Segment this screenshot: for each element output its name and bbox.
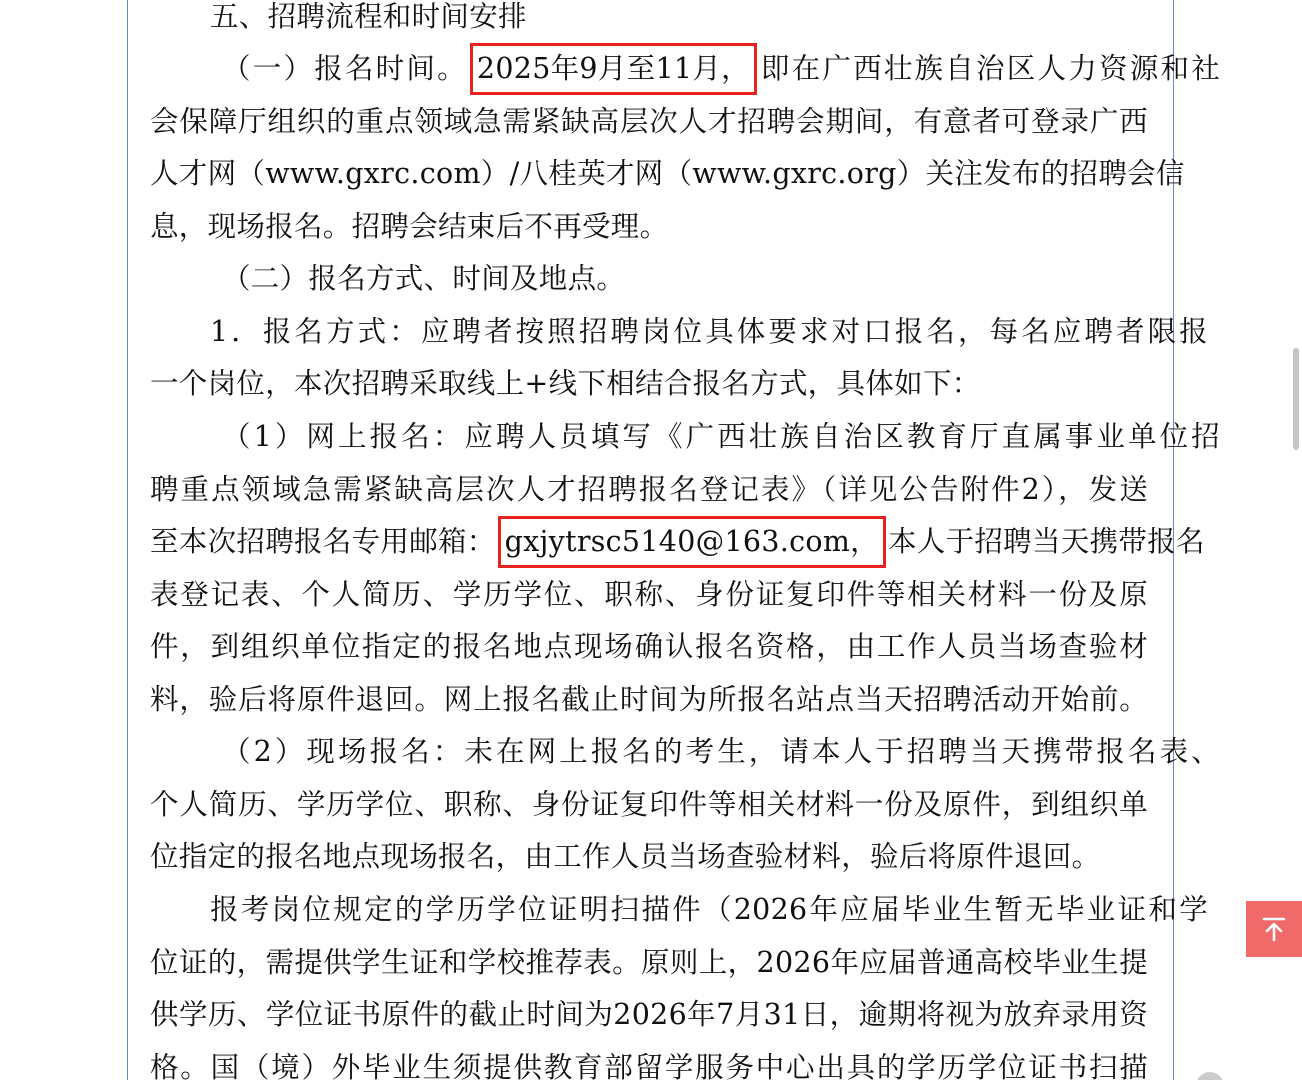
doc-line: 报考岗位规定的学历学位证明扫描件（2026年应届毕业生暂无毕业证和学 (210, 893, 1208, 926)
floating-widget-edge[interactable] (1196, 1072, 1224, 1080)
doc-line: 聘重点领域急需紧缺高层次人才招聘报名登记表》（详见公告附件2），发送 (150, 473, 1148, 506)
arrow-up-to-line-icon (1261, 916, 1287, 942)
underlined-text: （境）外毕业生须提供教育部留学服务中心出具的学历学位证书扫描 (240, 1051, 1148, 1080)
doc-line: 息，现场报名。招聘会结束后不再受理。 (150, 210, 669, 243)
highlight-box-email: gxjytrsc5140@163.com， (498, 516, 886, 568)
doc-line: （一）报名时间。 2025年9月至11月， 即在广西壮族自治区人力资源和社 (222, 43, 1220, 95)
doc-line: 个人简历、学历学位、职称、身份证复印件等相关材料一份及原件，到组织单 (150, 788, 1148, 821)
doc-line: 一个岗位，本次招聘采取线上+线下相结合报名方式，具体如下： (150, 367, 981, 400)
doc-line: 件，到组织单位指定的报名地点现场确认报名资格，由工作人员当场查验材 (150, 630, 1148, 663)
doc-line: （二）报名方式、时间及地点。 (222, 262, 626, 295)
doc-line: （2）现场报名：未在网上报名的考生，请本人于招聘当天携带报名表、 (222, 735, 1220, 768)
doc-line: 人才网（www.gxrc.com）/八桂英才网（www.gxrc.org）关注发布的招聘会信 (150, 157, 1185, 190)
back-to-top-button[interactable] (1246, 901, 1302, 957)
highlight-box-date: 2025年9月至11月， (470, 43, 757, 95)
doc-line: 料，验后将原件退回。网上报名截止时间为所报名站点当天招聘活动开始前。 (150, 683, 1148, 716)
doc-line: 至本次招聘报名专用邮箱： gxjytrsc5140@163.com， 本人于招聘当天携带报名 (150, 516, 1148, 568)
scrollbar-thumb[interactable] (1293, 348, 1299, 450)
doc-line: 会保障厅组织的重点领域急需紧缺高层次人才招聘会期间，有意者可登录广西 (150, 105, 1148, 138)
doc-line: 格。国（境）外毕业生须提供教育部留学服务中心出具的学历学位证书扫描 (150, 1042, 1148, 1080)
section-heading: 五、招聘流程和时间安排 (210, 0, 527, 33)
doc-line: （1）网上报名：应聘人员填写《广西壮族自治区教育厅直属事业单位招 (222, 420, 1220, 453)
doc-line: 供学历、学位证书原件的截止时间为2026年7月31日，逾期将视为放弃录用资 (150, 998, 1148, 1031)
doc-line: 表登记表、个人简历、学历学位、职称、身份证复印件等相关材料一份及原 (150, 578, 1148, 611)
doc-line: 1．报名方式：应聘者按照招聘岗位具体要求对口报名，每名应聘者限报 (210, 315, 1208, 348)
doc-line: 位证的，需提供学生证和学校推荐表。原则上，2026年应届普通高校毕业生提 (150, 946, 1148, 979)
doc-line: 位指定的报名地点现场报名，由工作人员当场查验材料，验后将原件退回。 (150, 840, 1101, 873)
